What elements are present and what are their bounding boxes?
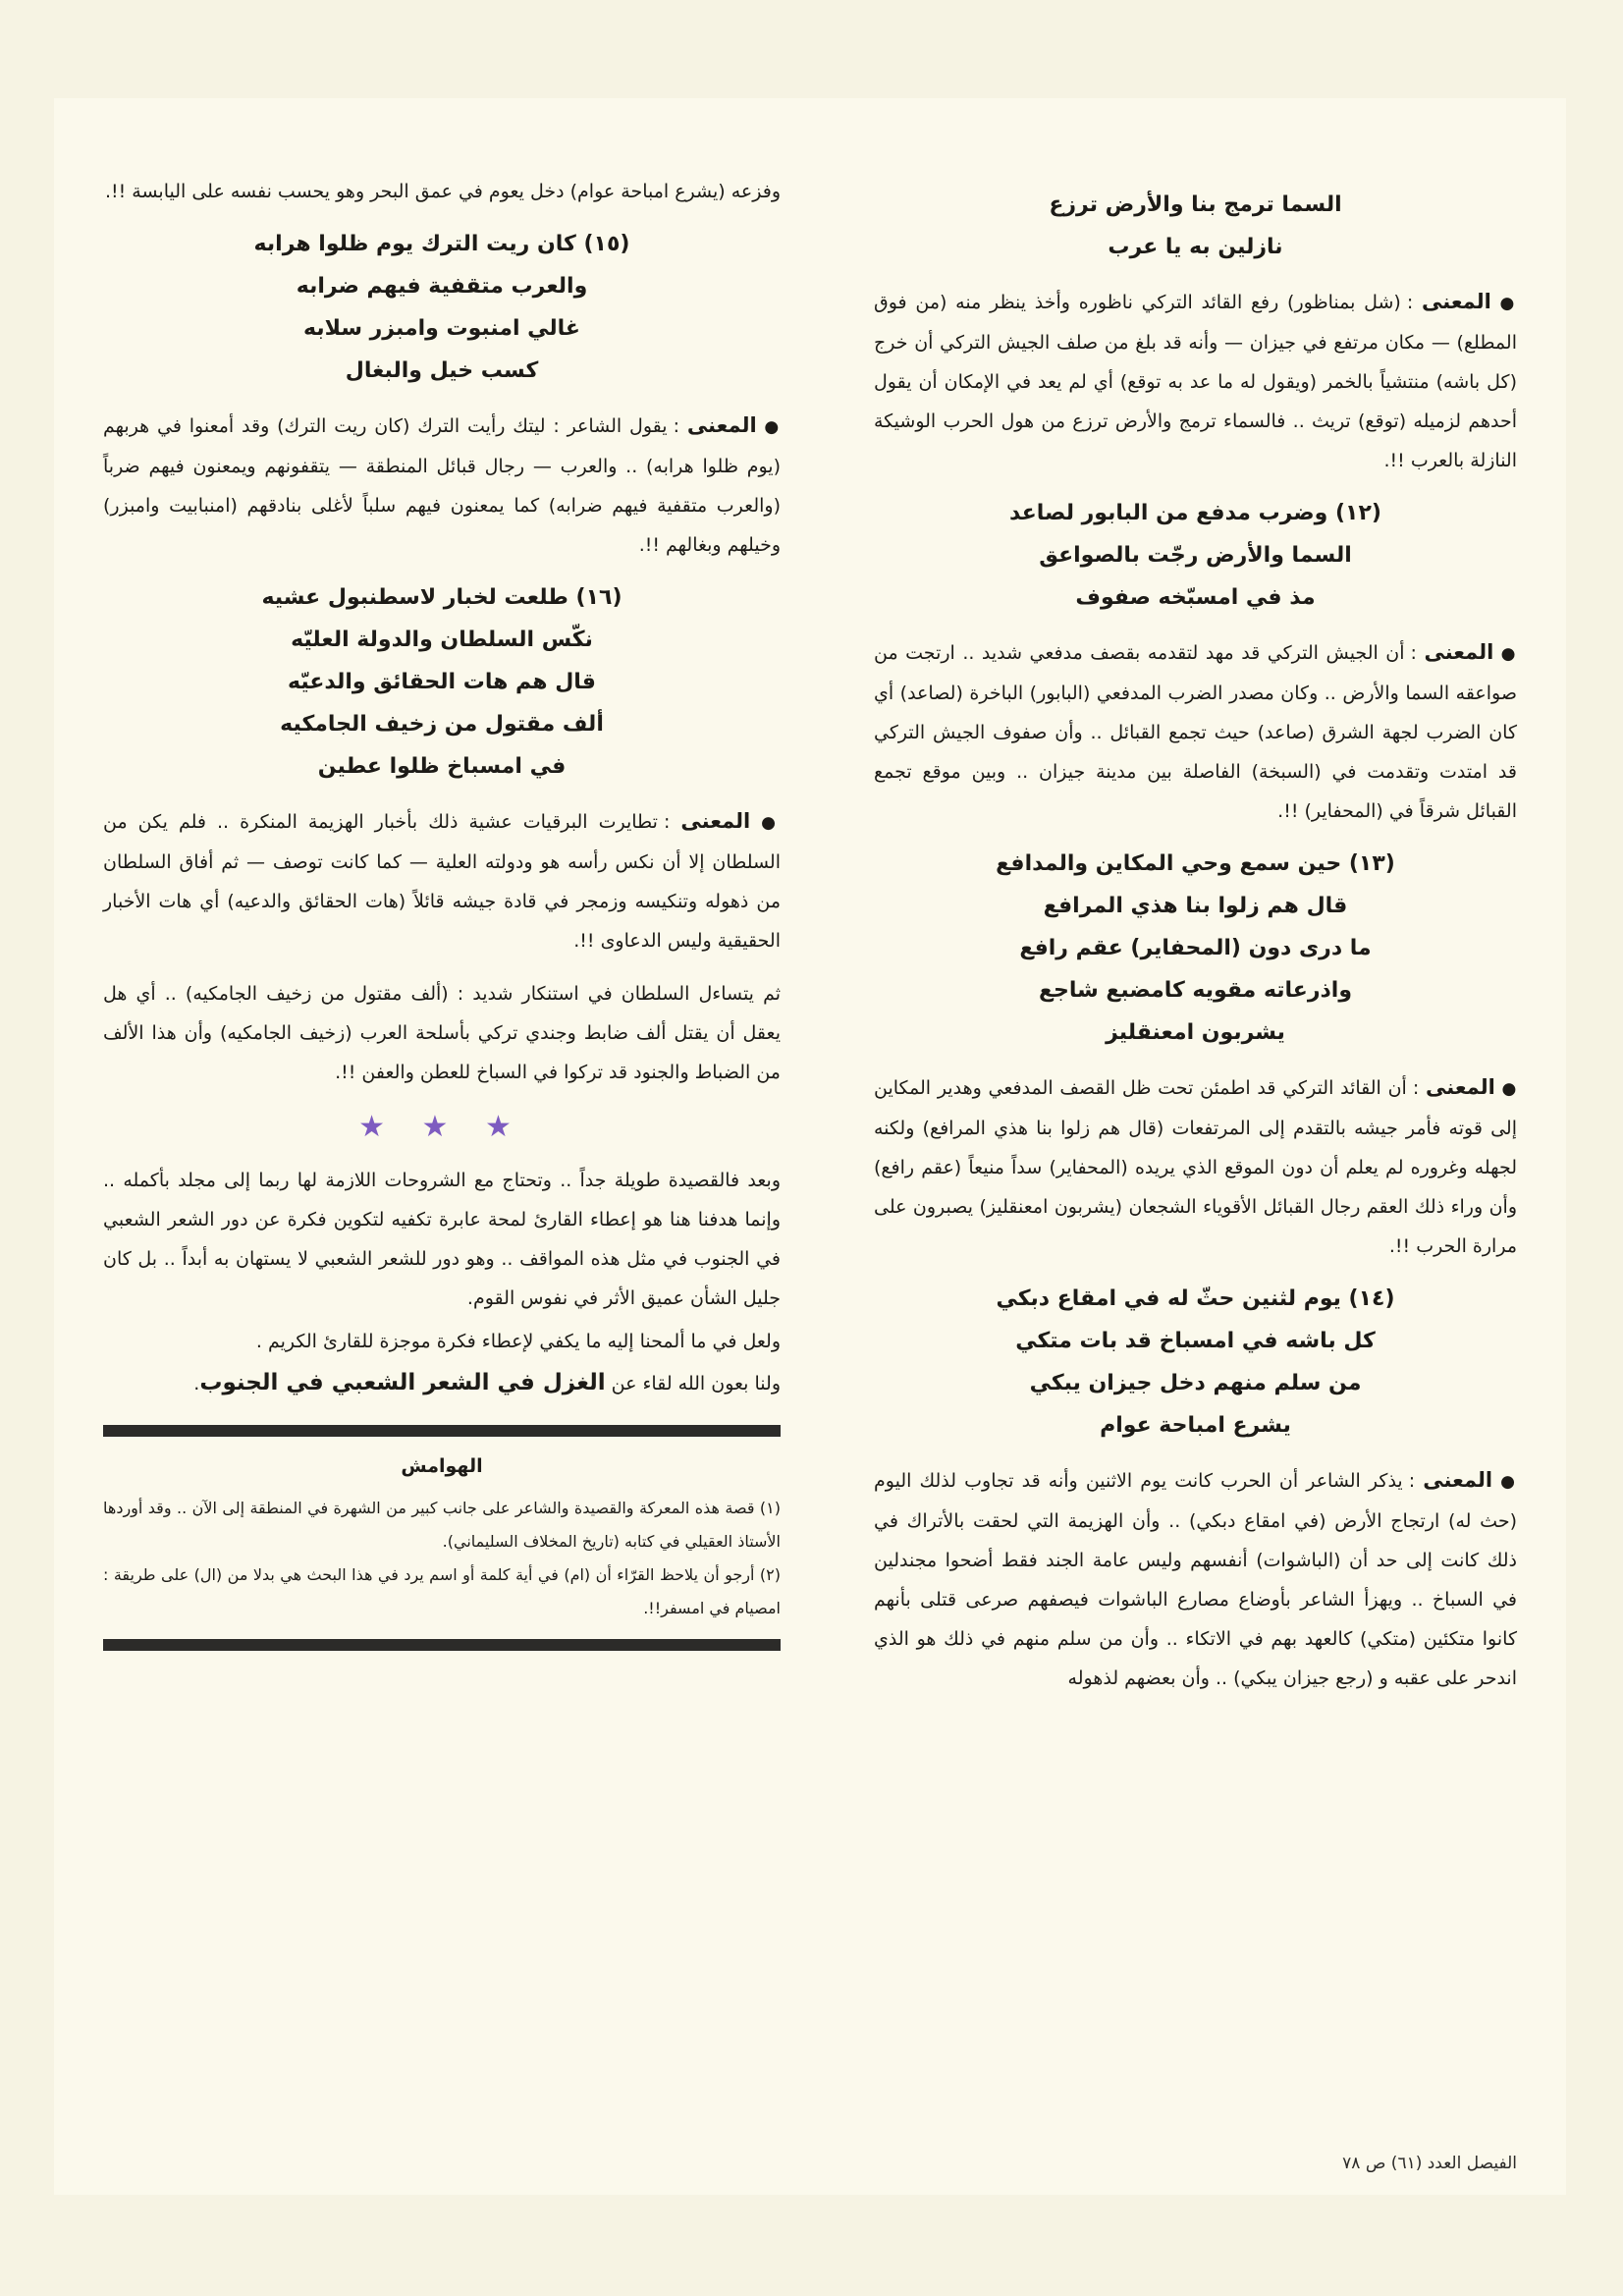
meaning-label: ● المعنى [1424,640,1517,664]
explanation-paragraph: ● المعنى : أن الجيش التركي قد مهد لتقدمه بقصف مدفعي شديد .. ارتجت من صواعقه السما والأرض .. وكان مصدر الضرب المدفعي (البابور) الباخرة (لصاعد) أي كان الضرب لجهة الشرق (صاعد) حيث تجمع القبائل .. وأن صفوف الجيش التركي قد امتدت وتقدمت في (السبخة) الفاصلة بين مدينة جيزان .. وبين موقع تجمع القبائل شرقاً في (المحفاير) !!. [874,632,1517,831]
verse-line: يشرع امباحة عوام [1100,1413,1291,1438]
verse-line: غالي امنبوت وامبزر سلابه [303,316,580,341]
verse-line: (١٤) يوم لثنين حثّ له في امقاع دبكي [996,1286,1395,1311]
verse-line: والعرب متقفية فيهم ضرابه [296,274,588,299]
verse-line: ألف مقتول من زخيف الجامكيه [280,712,604,737]
verse-line: يشربون امعنقليز [1106,1020,1285,1045]
explanation-paragraph: ● المعنى : تطايرت البرقيات عشية ذلك بأخبار الهزيمة المنكرة .. فلم يكن من السلطان إلا أن نكس رأسه هو ودولته العلية — كما كانت توصف — ثم أفاق السلطان من ذهوله وتنكيسه وزمجر في قادة جيشه قائلاً (هات الحقائق والدعيه) أي هات الأخبار الحقيقية وليس الدعاوى !!. [103,801,781,960]
explanation-paragraph: ● المعنى : يقول الشاعر : ليتك رأيت الترك (كان ريت الترك) وقد أمعنوا في هربهم (يوم ظلوا هرابه) .. والعرب — رجال قبائل المنطقة — يتقفونهم ويمعنون فيهم ضرباً (والعرب متقفية فيهم ضرابه) كما يمعنون فيهم سلباً لأغلى بنادقهم (امنبابيت وامبزر) وخيلهم وبغالهم !!. [103,406,781,565]
verse-line: من سلم منهم دخل جيزان يبكي [1029,1371,1362,1395]
verse-line: ما درى دون (المحفاير) عقم رافع [1019,936,1372,960]
meaning-label: ● المعنى [687,413,781,437]
verse-line: السما ترمج بنا والأرض ترزع [1049,192,1342,217]
verse-line: واذرعاته مقويه كامضبع شاجع [1038,978,1353,1003]
verse-line: في امسباخ ظلوا عطين [317,754,567,779]
verse-line: كل باشه في امسباخ قد بات متكي [1015,1329,1376,1353]
right-column [874,172,1517,1698]
footnotes-top-rule [103,1425,781,1437]
meaning-label: ● المعنى [1422,290,1517,313]
verse-line: قال هم هات الحقائق والدعيّه [288,670,596,694]
meaning-label: ● المعنى [1426,1075,1517,1099]
explanation-paragraph: ● المعنى : أن القائد التركي قد اطمئن تحت ظل القصف المدفعي وهدير المكاين إلى قوته فأمر جيشه بالتقدم إلى المرتفعات (قال هم زلوا بنا هذي المرافع) ولكنه لجهله وغروره لم يعلم أن دون الموقع الذي يريده (المحفاير) سداً منيعاً (عقم رافع) وأن وراء ذلك العقم رجال القبائل الأقوياء الشجعان (يشربون امعنقليز) يصبرون على مرارة الحرب !!. [874,1067,1517,1266]
next-topic-line: ولنا بعون الله لقاء عن الغزل في الشعر الشعبي في الجنوب. [193,1370,781,1395]
footnote: (٢) أرجو أن يلاحظ القرّاء أن (ام) في أية كلمة أو اسم يرد في هذا البحث هي بدلا من (ال) على طريقة : امصيام في امسفر!!. [103,1565,781,1617]
footnote: (١) قصة هذه المعركة والقصيدة والشاعر على جانب كبير من الشهرة في المنطقة إلى الآن .. وقد أوردها الأستاذ العقيلي في كتابه (تاريخ المخلاف السليماني). [103,1499,781,1551]
verse-line: قال هم زلوا بنا هذي المرافع [1043,894,1348,918]
page-footer: الفيصل العدد (٦١) ص ٧٨ [1342,2154,1517,2173]
verse-line: (١٢) وضرب مدفع من البابور لصاعد [1009,501,1381,525]
footnotes-title: الهوامش [401,1455,483,1477]
explanation-paragraph: ● المعنى : يذكر الشاعر أن الحرب كانت يوم الاثنين وأنه قد تجاوب لذلك اليوم (حث له) ارتجاج الأرض (في امقاع دبكي) .. وأن الهزيمة التي لحقت بالأتراك في ذلك كانت إلى حد أن (الباشوات) أنفسهم وليس عامة الجند فقط أضحوا مجندلين في السباخ .. ويهزأ الشاعر بأوضاع مصارع الباشوات فيصفهم صرعى قتلى بأنهم كانوا متكئين (متكي) كالعهد بهم في الاتكاء .. وأن من سلم منهم في ذلك هو الذي اندحر على عقبه و (رجع جيزان يبكي) .. وأن بعضهم لذهوله [874,1460,1517,1698]
section-divider-stars: ★ ★ ★ [358,1110,525,1144]
verse-line: (١٦) طلعت لخبار لاسطنبول عشيه [261,585,622,610]
verse-line: (١٥) كان ريت الترك يوم ظلوا هرابه [253,232,630,256]
conclusion-paragraph: ولعل في ما ألمحنا إليه ما يكفي لإعطاء فكرة موجزة للقارئ الكريم . [255,1331,781,1352]
verse-line: نكّس السلطان والدولة العليّه [291,628,593,652]
page [54,98,1566,2195]
meaning-label: ● المعنى [680,809,781,833]
left-column [103,172,781,1651]
footnotes-bottom-rule [103,1639,781,1651]
explanation-paragraph: ● المعنى : (شل بمناظور) رفع القائد التركي ناظوره وأخذ ينظر منه (من فوق المطلع) — مكان مرتفع في جيزان — وأنه قد بلغ من صلف الجيش التركي أن خرج (كل باشه) منتشياً بالخمر (ويقول له ما عد به توقع) أي لم يعد في الإمكان أن يقول أحدهم لزميله (توقع) تريث .. فالسماء ترمج والأرض ترزع من هول الحرب الوشيكة النازلة بالعرب !!. [874,282,1517,480]
explanation-paragraph: ثم يتساءل السلطان في استنكار شديد : (ألف مقتول من زخيف الجامكيه) .. أي هل يعقل أن يقتل ألف ضابط وجندي تركي بأسلحة العرب (زخيف الجامكيه) وأن هذا الألف من الضباط والجنود قد تركوا في السباخ للعطن والعفن !!. [103,983,781,1083]
verse-line: كسب خيل والبغال [345,358,539,383]
conclusion-paragraph: وبعد فالقصيدة طويلة جداً .. وتحتاج مع الشروحات اللازمة لها ربما إلى مجلد بأكمله .. وإنما هدفنا هنا هو إعطاء القارئ لمحة عابرة تكفيه لتكوين فكرة عن دور الشعر الشعبي في الجنوب في مثل هذه المواقف .. وهو دور للشعر الشعبي لا يستهان به أبداً .. بل كان جليل الشأن عميق الأثر في نفوس القوم. [103,1170,781,1309]
continuation-paragraph: وفزعه (يشرع امباحة عوام) دخل يعوم في عمق البحر وهو يحسب نفسه على اليابسة !!. [104,181,781,202]
verse-line: مذ في امسبّخه صفوف [1075,585,1316,610]
meaning-label: ● المعنى [1423,1468,1517,1492]
verse-line: (١٣) حين سمع وحي المكاين والمدافع [996,851,1395,876]
verse-line: السما والأرض رجّت بالصواعق [1039,543,1352,568]
next-topic-title: الغزل في الشعر الشعبي في الجنوب [199,1370,606,1395]
verse-line: نازلين به يا عرب [1108,235,1283,259]
